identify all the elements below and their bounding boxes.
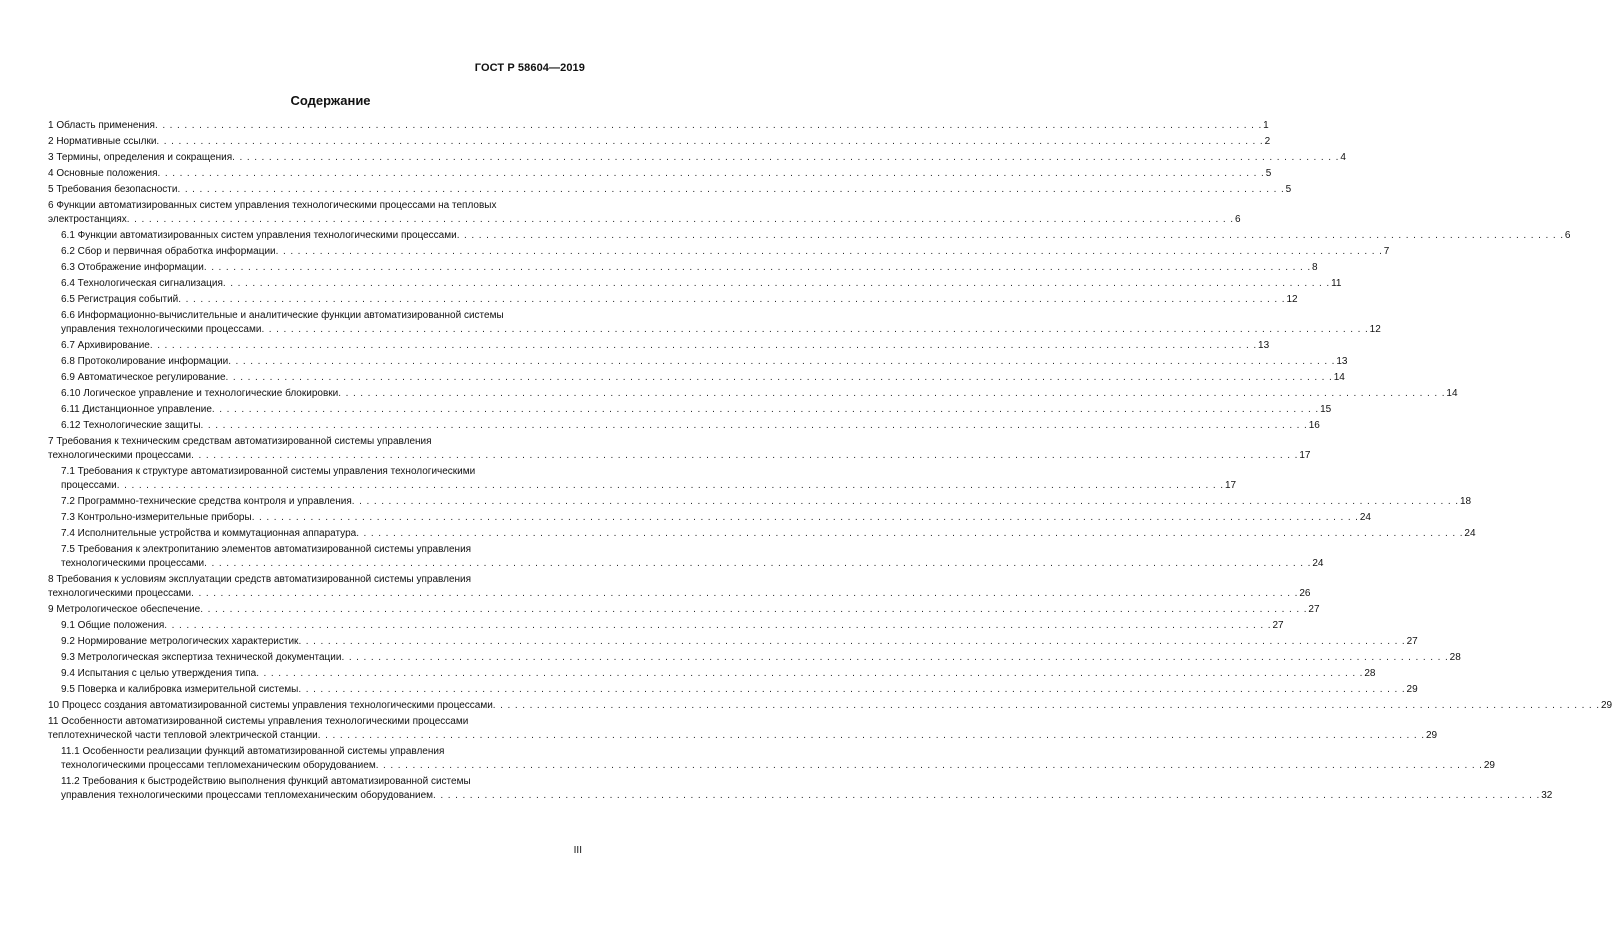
toc-entry-page: 29 bbox=[1425, 730, 1438, 741]
toc-entry-page: 11 bbox=[1331, 278, 1342, 289]
dot-leader bbox=[226, 371, 1333, 385]
toc-entry-page: 27 bbox=[1308, 604, 1320, 615]
toc-entry[interactable] bbox=[48, 619, 1284, 633]
toc-entry-page: 14 bbox=[1333, 372, 1345, 383]
toc-entry-title: 2 Нормативные ссылки bbox=[48, 136, 157, 147]
dot-leader bbox=[252, 511, 1359, 525]
toc-entry-title-line: 11.2 Требования к быстродействию выполнения функций автоматизированной системы bbox=[61, 776, 471, 787]
toc-entry[interactable] bbox=[48, 355, 1348, 369]
toc-entry-row bbox=[48, 603, 1320, 617]
toc-entry-row bbox=[61, 371, 1345, 385]
toc-entry-page: 15 bbox=[1320, 404, 1332, 415]
toc-entry-row bbox=[48, 135, 1271, 149]
toc-entry-title-line: 8 Требования к условиям эксплуатации средств автоматизированной системы управления bbox=[48, 574, 472, 585]
toc-entry-title: 6.3 Отображение информации bbox=[61, 262, 204, 273]
dot-leader bbox=[341, 651, 1448, 665]
toc-entry-page: 1 bbox=[1263, 120, 1269, 131]
toc-entry[interactable] bbox=[48, 419, 1320, 433]
toc-entry-row bbox=[61, 789, 1553, 803]
toc-entry-row bbox=[61, 245, 1390, 259]
toc-entry-page: 29 bbox=[1483, 760, 1495, 771]
toc-entry[interactable] bbox=[48, 183, 1292, 197]
toc-entry[interactable] bbox=[48, 199, 1241, 227]
toc-entry[interactable] bbox=[48, 119, 1269, 133]
toc-entry[interactable] bbox=[48, 135, 1271, 149]
toc-entry[interactable] bbox=[48, 387, 1458, 401]
toc-entry-page: 4 bbox=[1340, 152, 1346, 163]
toc-entry[interactable] bbox=[48, 403, 1332, 417]
toc-entry[interactable] bbox=[48, 465, 1237, 493]
toc-entry-row bbox=[61, 355, 1348, 369]
toc-entry-title: 9.4 Испытания с целью утверждения типа bbox=[61, 668, 257, 679]
toc-entry[interactable] bbox=[48, 775, 1553, 803]
toc-entry-page: 26 bbox=[1299, 588, 1311, 599]
toc-entry[interactable] bbox=[48, 651, 1461, 665]
dot-leader bbox=[223, 277, 1330, 291]
toc-entry[interactable] bbox=[48, 543, 1324, 571]
toc-entry-title: 7.4 Исполнительные устройства и коммутационная аппаратура bbox=[61, 528, 357, 539]
toc-entry-page: 14 bbox=[1446, 388, 1458, 399]
dot-leader bbox=[158, 167, 1265, 181]
toc-entry-page: 32 bbox=[1541, 790, 1553, 801]
dot-leader bbox=[191, 587, 1298, 601]
dot-leader bbox=[201, 419, 1308, 433]
toc-entry-page: 18 bbox=[1459, 496, 1472, 507]
toc-entry-title: 10 Процесс создания автоматизированной системы управления технологическими процессами bbox=[48, 700, 493, 711]
toc-entry-page: 12 bbox=[1369, 324, 1381, 335]
toc-entry-row bbox=[61, 511, 1371, 525]
toc-entry-row bbox=[61, 387, 1458, 401]
toc-entry[interactable] bbox=[48, 245, 1390, 259]
dot-leader bbox=[204, 557, 1311, 571]
toc-entry-row bbox=[48, 213, 1241, 227]
toc-entry[interactable] bbox=[48, 667, 1376, 681]
toc-entry-page: 24 bbox=[1464, 528, 1476, 539]
toc-entry-row bbox=[61, 557, 1324, 571]
toc-entry-title: управления технологическими процессами тепломеханическим оборудованием bbox=[61, 790, 434, 801]
toc-entry-row bbox=[48, 449, 1311, 463]
toc-entry-page: 27 bbox=[1406, 636, 1418, 647]
toc-entry-title: технологическими процессами bbox=[48, 450, 192, 461]
toc-entry-row bbox=[48, 167, 1272, 181]
toc-entry-title: 9.5 Поверка и калибровка измерительной системы bbox=[61, 684, 299, 695]
dot-leader bbox=[318, 729, 1425, 743]
toc-entry-page: 24 bbox=[1359, 512, 1371, 523]
toc-entry-title: 9 Метрологическое обеспечение bbox=[48, 604, 201, 615]
toc-entry-row bbox=[61, 229, 1571, 243]
toc-entry-page: 5 bbox=[1265, 168, 1272, 179]
toc-entry-title-line: 7.1 Требования к структуре автоматизированной системы управления технологическими bbox=[61, 466, 476, 477]
toc-entry-title: технологическими процессами тепломеханическим оборудованием bbox=[61, 760, 376, 771]
toc-entry-title: 6.2 Сбор и первичная обработка информации bbox=[61, 246, 276, 257]
toc-entry-row bbox=[61, 403, 1332, 417]
dot-leader bbox=[155, 119, 1262, 133]
dot-leader bbox=[352, 495, 1459, 509]
dot-leader bbox=[228, 355, 1335, 369]
dot-leader bbox=[156, 135, 1263, 149]
toc-entry[interactable] bbox=[48, 277, 1342, 291]
toc-entry-page: 24 bbox=[1312, 558, 1324, 569]
dot-leader bbox=[178, 293, 1285, 307]
toc-entry-title: управления технологическими процессами bbox=[61, 324, 262, 335]
dot-leader bbox=[356, 527, 1463, 541]
toc-entry-title: 6.4 Технологическая сигнализация bbox=[61, 278, 223, 289]
toc-entry-title: 1 Область применения bbox=[48, 120, 155, 131]
toc-entry-row bbox=[61, 339, 1270, 353]
toc-entry-row bbox=[48, 699, 1612, 713]
dot-leader bbox=[117, 479, 1224, 493]
toc-entry[interactable] bbox=[48, 261, 1318, 275]
toc-entry-title: 6.11 Дистанционное управление bbox=[61, 404, 212, 415]
toc-entry-title: электростанциях bbox=[48, 214, 127, 225]
toc-entry[interactable] bbox=[48, 603, 1320, 617]
toc-entry[interactable] bbox=[48, 495, 1472, 509]
toc-entry-row bbox=[48, 119, 1269, 133]
toc-entry[interactable] bbox=[48, 229, 1571, 243]
toc-entry-page: 5 bbox=[1285, 184, 1292, 195]
toc-entry-row bbox=[61, 651, 1461, 665]
dot-leader bbox=[338, 387, 1445, 401]
toc-entry-page: 28 bbox=[1364, 668, 1376, 679]
toc-entry-page: 29 bbox=[1600, 700, 1612, 711]
toc-entry[interactable] bbox=[48, 745, 1495, 773]
dot-leader bbox=[150, 339, 1257, 353]
toc-entry-title: 3 Термины, определения и сокращения bbox=[48, 152, 233, 163]
toc-entry-row bbox=[61, 759, 1495, 773]
toc-entry[interactable] bbox=[48, 293, 1298, 307]
toc-entry-title-line: 6.6 Информационно-вычислительные и аналитические функции автоматизированной системы bbox=[61, 310, 504, 321]
dot-leader bbox=[212, 403, 1319, 417]
toc-entry-row bbox=[48, 183, 1292, 197]
toc-entry-row bbox=[61, 527, 1476, 541]
dot-leader bbox=[232, 151, 1339, 165]
toc-entry-row bbox=[61, 619, 1284, 633]
dot-leader bbox=[261, 323, 1368, 337]
toc-entry-title: технологическими процессами bbox=[48, 588, 192, 599]
toc-entry-title: 9.1 Общие положения bbox=[61, 620, 165, 631]
toc-entry-title: теплотехнической части тепловой электрической станции bbox=[48, 730, 318, 741]
toc-entry-title: 6.1 Функции автоматизированных систем управления технологическими процессами bbox=[61, 230, 457, 241]
dot-leader bbox=[204, 261, 1311, 275]
toc-entry-page: 17 bbox=[1224, 480, 1237, 491]
toc-entry-title-line: 7.5 Требования к электропитанию элементов автоматизированной системы управления bbox=[61, 544, 472, 555]
toc-entry-row bbox=[48, 729, 1438, 743]
toc-entry-row bbox=[61, 323, 1381, 337]
toc-entry-row bbox=[61, 683, 1418, 697]
dot-leader bbox=[433, 789, 1540, 803]
toc-entry-page: 27 bbox=[1272, 620, 1284, 631]
toc-entry-title-line: 11 Особенности автоматизированной системы управления технологическими процессами bbox=[48, 716, 469, 727]
toc-entry-title: 6.8 Протоколирование информации bbox=[61, 356, 229, 367]
toc-entry[interactable] bbox=[48, 715, 1438, 743]
toc-entry-title: 6.9 Автоматическое регулирование bbox=[61, 372, 226, 383]
toc-entry-title: 5 Требования безопасности bbox=[48, 184, 178, 195]
toc-entry-row bbox=[61, 495, 1472, 509]
dot-leader bbox=[256, 667, 1363, 681]
toc-entry-page: 29 bbox=[1406, 684, 1418, 695]
toc-entry-page: 12 bbox=[1286, 294, 1298, 305]
dot-leader bbox=[376, 759, 1483, 773]
toc-entry-title: 7.3 Контрольно-измерительные приборы bbox=[61, 512, 252, 523]
dot-leader bbox=[177, 183, 1284, 197]
toc-entry-page: 6 bbox=[1564, 230, 1571, 241]
toc-entry[interactable] bbox=[48, 683, 1418, 697]
toc-entry[interactable] bbox=[48, 699, 1612, 713]
toc-entry[interactable] bbox=[48, 527, 1476, 541]
toc-entry-row bbox=[61, 293, 1298, 307]
toc-entry-page: 16 bbox=[1308, 420, 1320, 431]
toc-entry-page: 2 bbox=[1264, 136, 1271, 147]
toc-entry-page: 13 bbox=[1258, 340, 1270, 351]
dot-leader bbox=[457, 229, 1564, 243]
toc-entry-title: 6.7 Архивирование bbox=[61, 340, 150, 351]
dot-leader bbox=[276, 245, 1383, 259]
dot-leader bbox=[164, 619, 1271, 633]
toc-entry-title-line: 6 Функции автоматизированных систем управления технологическими процессами на тепловых bbox=[48, 200, 497, 211]
toc-entry-title: процессами bbox=[61, 480, 117, 491]
toc-entry-page: 28 bbox=[1449, 652, 1461, 663]
toc-entry-title: 6.5 Регистрация событий bbox=[61, 294, 179, 305]
toc-entry-title: 7.2 Программно-технические средства контроля и управления bbox=[61, 496, 352, 507]
toc-entry[interactable] bbox=[48, 573, 1311, 601]
standard-number: ГОСТ Р 58604—2019 bbox=[474, 62, 585, 74]
toc-entry-row bbox=[61, 261, 1318, 275]
dot-leader bbox=[191, 449, 1298, 463]
toc-entry[interactable] bbox=[48, 151, 1346, 165]
table-of-contents bbox=[48, 119, 1612, 803]
toc-entry-row bbox=[61, 635, 1418, 649]
toc-entry-row bbox=[48, 151, 1346, 165]
dot-leader bbox=[298, 683, 1405, 697]
toc-entry[interactable] bbox=[48, 339, 1270, 353]
toc-entry-title: 6.12 Технологические защиты bbox=[61, 420, 201, 431]
toc-entry-title-line: 11.1 Особенности реализации функций автоматизированной системы управления bbox=[61, 746, 445, 757]
toc-entry-row bbox=[61, 277, 1342, 291]
toc-entry-page: 17 bbox=[1299, 450, 1311, 461]
dot-leader bbox=[127, 213, 1234, 227]
dot-leader bbox=[200, 603, 1307, 617]
toc-entry-page: 13 bbox=[1336, 356, 1348, 367]
toc-entry-row bbox=[61, 479, 1237, 493]
toc-entry-page: 7 bbox=[1383, 246, 1390, 257]
toc-entry[interactable] bbox=[48, 435, 1311, 463]
dot-leader bbox=[493, 699, 1600, 713]
toc-entry[interactable] bbox=[48, 167, 1272, 181]
toc-entry[interactable] bbox=[48, 635, 1418, 649]
toc-entry-title: 6.10 Логическое управление и технологические блокировки bbox=[61, 388, 339, 399]
dot-leader bbox=[298, 635, 1405, 649]
toc-entry-title-line: 7 Требования к техническим средствам автоматизированной системы управления bbox=[48, 436, 432, 447]
page-title: Содержание bbox=[290, 93, 371, 108]
toc-entry-title: 9.2 Нормирование метрологических характеристик bbox=[61, 636, 299, 647]
toc-entry-row bbox=[48, 587, 1311, 601]
toc-entry[interactable] bbox=[48, 511, 1371, 525]
toc-entry-row bbox=[61, 667, 1376, 681]
page-number: III bbox=[573, 845, 582, 856]
toc-entry[interactable] bbox=[48, 309, 1381, 337]
toc-entry-page: 6 bbox=[1234, 214, 1241, 225]
toc-entry-row bbox=[61, 419, 1320, 433]
toc-entry[interactable] bbox=[48, 371, 1345, 385]
toc-entry-page: 8 bbox=[1312, 262, 1318, 273]
toc-entry-title: технологическими процессами bbox=[61, 558, 205, 569]
toc-entry-title: 9.3 Метрологическая экспертиза технической документации bbox=[61, 652, 342, 663]
toc-entry-title: 4 Основные положения bbox=[48, 168, 158, 179]
